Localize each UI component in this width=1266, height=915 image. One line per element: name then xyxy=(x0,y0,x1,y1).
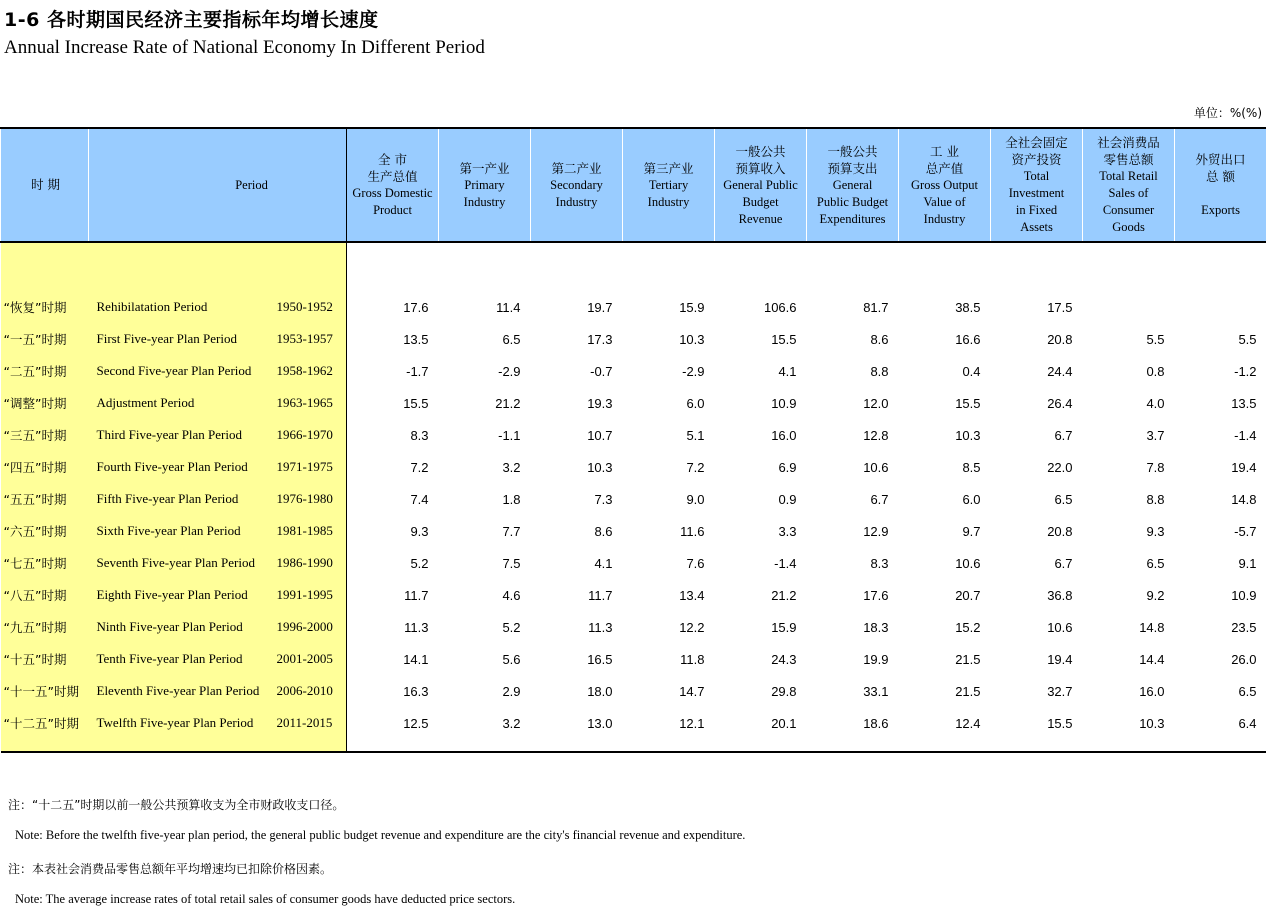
header-col-label-en: Tertiary Industry xyxy=(647,177,690,209)
value-cell: 9.0 xyxy=(686,491,705,507)
value-cell: 15.5 xyxy=(771,331,797,347)
value-cell: 10.3 xyxy=(587,459,613,475)
page-title-cn: 1-6 各时期国民经济主要指标年均增长速度 xyxy=(4,9,379,31)
spacer-cell xyxy=(991,259,1083,291)
value-cell: 0.8 xyxy=(1146,363,1165,379)
value-cell: 20.8 xyxy=(1047,331,1073,347)
spacer-cell xyxy=(991,739,1083,752)
value-cell: 23.5 xyxy=(1231,619,1257,635)
spacer-cell xyxy=(899,259,991,291)
period-name-cn: “十一五”时期 xyxy=(1,675,89,707)
page-title-en: Annual Increase Rate of National Economy In Different Period xyxy=(4,37,485,58)
value-cell: 9.1 xyxy=(1238,555,1257,571)
period-name-en: Ninth Five-year Plan Period xyxy=(89,611,275,643)
period-name-en: Tenth Five-year Plan Period xyxy=(89,643,275,675)
value-cell: 13.0 xyxy=(587,715,613,731)
period-name-cn: “恢复”时期 xyxy=(1,291,89,323)
header-col-label-en: Secondary Industry xyxy=(550,177,603,209)
table-row xyxy=(1,515,1266,547)
spacer-cell xyxy=(439,259,531,291)
value-cell: 38.5 xyxy=(955,299,981,315)
spacer-cell xyxy=(623,739,715,752)
indicator-table xyxy=(0,127,1266,753)
period-name-en: Seventh Five-year Plan Period xyxy=(89,547,275,579)
value-cell: -2.9 xyxy=(498,363,521,379)
header-col-label-en: Exports xyxy=(1201,203,1240,217)
value-cell: 11.3 xyxy=(588,619,613,635)
spacer-cell xyxy=(715,259,807,291)
period-name-en: Eleventh Five-year Plan Period xyxy=(89,675,275,707)
value-cell: 10.6 xyxy=(1047,619,1073,635)
value-cell: 19.4 xyxy=(1231,459,1257,475)
period-years: 2011-2015 xyxy=(275,707,347,739)
value-cell: 24.3 xyxy=(771,651,797,667)
value-cell: 21.5 xyxy=(955,683,981,699)
value-cell: 12.1 xyxy=(679,715,705,731)
value-cell: 24.4 xyxy=(1047,363,1073,379)
value-cell: 11.8 xyxy=(680,651,705,667)
value-cell: 20.8 xyxy=(1047,523,1073,539)
footnote-2-cn: 注：本表社会消费品零售总额年平均增速均已扣除价格因素。 xyxy=(8,862,333,876)
table-row xyxy=(1,579,1266,611)
period-years: 1971-1975 xyxy=(275,451,347,483)
header-col-budget-expenditure xyxy=(807,128,899,242)
value-cell: 10.6 xyxy=(863,459,889,475)
value-cell: 8.5 xyxy=(962,459,981,475)
header-col-label-cn: 工 业 总产值 xyxy=(925,143,964,176)
value-cell: 11.7 xyxy=(588,587,613,603)
spacer-cell xyxy=(899,739,991,752)
value-cell: 7.2 xyxy=(410,459,429,475)
period-years: 1953-1957 xyxy=(275,323,347,355)
header-col-label-en: Total Investment in Fixed Assets xyxy=(1008,169,1065,234)
table-row xyxy=(1,675,1266,707)
spacer-cell xyxy=(531,259,623,291)
value-cell: 7.7 xyxy=(502,523,521,539)
period-name-cn: “七五”时期 xyxy=(1,547,89,579)
value-cell: 5.6 xyxy=(502,651,521,667)
value-cell: 6.0 xyxy=(686,395,705,411)
value-cell: 3.3 xyxy=(778,523,797,539)
value-cell: 17.6 xyxy=(863,587,889,603)
header-col-label-en: Gross Output Value of Industry xyxy=(911,177,979,226)
value-cell: -1.2 xyxy=(1234,363,1257,379)
spacer-cell xyxy=(1083,259,1175,291)
indicator-table-container xyxy=(0,127,1266,753)
value-cell: 4.0 xyxy=(1146,395,1165,411)
period-years: 1966-1970 xyxy=(275,419,347,451)
period-name-en: Adjustment Period xyxy=(89,387,275,419)
value-cell: 9.3 xyxy=(410,523,429,539)
period-name-en: Twelfth Five-year Plan Period xyxy=(89,707,275,739)
period-years: 1991-1995 xyxy=(275,579,347,611)
value-cell xyxy=(1083,291,1175,323)
spacer-cell xyxy=(89,242,275,259)
spacer-cell xyxy=(1,259,89,291)
value-cell: 6.0 xyxy=(962,491,981,507)
value-cell: 21.2 xyxy=(771,587,797,603)
period-name-cn: “四五”时期 xyxy=(1,451,89,483)
spacer-cell xyxy=(1083,242,1175,259)
value-cell: -1.4 xyxy=(1234,427,1257,443)
value-cell: 22.0 xyxy=(1047,459,1073,475)
value-cell: -0.7 xyxy=(590,363,613,379)
period-name-cn: “一五”时期 xyxy=(1,323,89,355)
unit-label: 单位：%(%) xyxy=(1193,106,1262,120)
spacer-cell xyxy=(347,259,439,291)
spacer-cell xyxy=(1,739,89,752)
header-col-budget-revenue xyxy=(715,128,807,242)
value-cell: 26.0 xyxy=(1231,651,1257,667)
value-cell: 16.0 xyxy=(771,427,797,443)
header-period-cn: 时 期 xyxy=(1,128,89,242)
value-cell: 14.1 xyxy=(403,651,429,667)
spacer-row xyxy=(1,259,1266,291)
value-cell: 18.3 xyxy=(863,619,889,635)
spacer-cell xyxy=(623,259,715,291)
value-cell: 6.7 xyxy=(870,491,889,507)
spacer-cell xyxy=(623,242,715,259)
value-cell: 12.9 xyxy=(863,523,889,539)
value-cell: 15.5 xyxy=(955,395,981,411)
spacer-cell xyxy=(89,259,275,291)
value-cell: 6.5 xyxy=(1238,683,1257,699)
table-row xyxy=(1,451,1266,483)
value-cell: 5.2 xyxy=(410,555,429,571)
spacer-cell xyxy=(347,242,439,259)
header-col-gdp xyxy=(347,128,439,242)
period-name-cn: “十二五”时期 xyxy=(1,707,89,739)
spacer-cell xyxy=(439,242,531,259)
value-cell: 7.8 xyxy=(1146,459,1165,475)
spacer-cell xyxy=(1083,739,1175,752)
period-years: 1976-1980 xyxy=(275,483,347,515)
value-cell: 13.4 xyxy=(679,587,705,603)
period-name-cn: “八五”时期 xyxy=(1,579,89,611)
period-name-en: Fourth Five-year Plan Period xyxy=(89,451,275,483)
value-cell: -2.9 xyxy=(682,363,705,379)
spacer-cell xyxy=(439,739,531,752)
spacer-cell xyxy=(531,242,623,259)
value-cell: 5.2 xyxy=(502,619,521,635)
header-col-label-cn: 第一产业 xyxy=(459,160,510,176)
value-cell: 81.7 xyxy=(863,299,889,315)
period-name-cn: “十五”时期 xyxy=(1,643,89,675)
value-cell: 29.8 xyxy=(771,683,797,699)
value-cell: 6.9 xyxy=(778,459,797,475)
period-name-cn: “五五”时期 xyxy=(1,483,89,515)
value-cell: 6.4 xyxy=(1238,715,1257,731)
period-name-cn: “六五”时期 xyxy=(1,515,89,547)
value-cell: 17.5 xyxy=(1047,299,1073,315)
value-cell: 7.4 xyxy=(410,491,429,507)
value-cell: 8.8 xyxy=(1146,491,1165,507)
value-cell: 11.3 xyxy=(404,619,429,635)
value-cell: 11.6 xyxy=(680,523,705,539)
value-cell: 13.5 xyxy=(403,331,429,347)
header-col-label-cn: 第二产业 xyxy=(551,160,602,176)
value-cell: 19.9 xyxy=(863,651,889,667)
value-cell: 13.5 xyxy=(1231,395,1257,411)
value-cell: 4.1 xyxy=(594,555,613,571)
table-row xyxy=(1,547,1266,579)
value-cell: 7.3 xyxy=(594,491,613,507)
period-years: 2001-2005 xyxy=(275,643,347,675)
period-name-en: Eighth Five-year Plan Period xyxy=(89,579,275,611)
value-cell xyxy=(1175,291,1266,323)
period-years: 1981-1985 xyxy=(275,515,347,547)
header-period-en: Period xyxy=(89,128,347,242)
value-cell: -1.1 xyxy=(498,427,521,443)
period-name-cn: “三五”时期 xyxy=(1,419,89,451)
header-col-label-en: Total Retail Sales of Consumer Goods xyxy=(1099,169,1158,234)
value-cell: 7.6 xyxy=(686,555,705,571)
value-cell: 5.5 xyxy=(1146,331,1165,347)
spacer-cell xyxy=(991,242,1083,259)
value-cell: 17.6 xyxy=(403,299,429,315)
spacer-cell xyxy=(275,739,347,752)
value-cell: 19.4 xyxy=(1047,651,1073,667)
value-cell: 12.4 xyxy=(955,715,981,731)
value-cell: 6.5 xyxy=(502,331,521,347)
value-cell: 6.7 xyxy=(1054,555,1073,571)
period-name-en: Fifth Five-year Plan Period xyxy=(89,483,275,515)
value-cell: 5.5 xyxy=(1238,331,1257,347)
value-cell: 20.7 xyxy=(955,587,981,603)
value-cell: 3.2 xyxy=(502,715,521,731)
spacer-row xyxy=(1,739,1266,752)
period-name-en: Second Five-year Plan Period xyxy=(89,355,275,387)
header-col-fixed-investment xyxy=(991,128,1083,242)
header-col-label-cn: 社会消费品 零售总额 xyxy=(1097,135,1160,167)
period-name-cn: “调整”时期 xyxy=(1,387,89,419)
value-cell: 106.6 xyxy=(763,299,797,315)
value-cell: 10.7 xyxy=(587,427,613,443)
period-name-cn: “九五”时期 xyxy=(1,611,89,643)
value-cell: 6.5 xyxy=(1146,555,1165,571)
spacer-cell xyxy=(807,259,899,291)
spacer-cell xyxy=(1,242,89,259)
value-cell: 18.6 xyxy=(863,715,889,731)
table-row xyxy=(1,611,1266,643)
value-cell: 0.9 xyxy=(778,491,797,507)
header-row xyxy=(1,128,1266,242)
spacer-cell xyxy=(807,739,899,752)
table-row xyxy=(1,707,1266,739)
header-col-label-en: Gross Domestic Product xyxy=(352,186,433,217)
table-row xyxy=(1,387,1266,419)
header-col-primary xyxy=(439,128,531,242)
value-cell: 0.4 xyxy=(962,363,981,379)
table-row xyxy=(1,483,1266,515)
header-col-label-cn: 全 市 生产总值 xyxy=(367,152,418,184)
period-years: 1950-1952 xyxy=(275,291,347,323)
value-cell: 14.8 xyxy=(1231,491,1257,507)
period-years: 1958-1962 xyxy=(275,355,347,387)
value-cell: 12.5 xyxy=(403,715,429,731)
value-cell: 11.4 xyxy=(496,299,521,315)
table-row xyxy=(1,291,1266,323)
value-cell: 1.8 xyxy=(502,491,521,507)
value-cell: 12.0 xyxy=(863,395,889,411)
value-cell: 15.9 xyxy=(679,299,705,315)
header-col-industry-output xyxy=(899,128,991,242)
value-cell: 21.5 xyxy=(955,651,981,667)
value-cell: 10.3 xyxy=(1139,715,1165,731)
table-row xyxy=(1,323,1266,355)
spacer-cell xyxy=(1175,242,1266,259)
value-cell: 15.5 xyxy=(403,395,429,411)
footnote-1-cn: 注：“十二五”时期以前一般公共预算收支为全市财政收支口径。 xyxy=(8,798,345,812)
header-col-label-cn: 一般公共 预算收入 xyxy=(735,143,786,176)
value-cell: 2.9 xyxy=(502,683,521,699)
value-cell: 7.5 xyxy=(502,555,521,571)
value-cell: 8.3 xyxy=(870,555,889,571)
spacer-cell xyxy=(715,242,807,259)
value-cell: 18.0 xyxy=(587,683,613,699)
spacer-cell xyxy=(275,259,347,291)
value-cell: 5.1 xyxy=(686,427,705,443)
spacer-cell xyxy=(347,739,439,752)
spacer-cell xyxy=(1175,739,1266,752)
value-cell: 17.3 xyxy=(587,331,613,347)
period-name-en: First Five-year Plan Period xyxy=(89,323,275,355)
table-body xyxy=(1,242,1266,752)
value-cell: 15.5 xyxy=(1047,715,1073,731)
header-col-exports xyxy=(1175,128,1266,242)
value-cell: 8.3 xyxy=(410,427,429,443)
header-col-label-en: General Public Budget Expenditures xyxy=(816,177,889,226)
value-cell: -5.7 xyxy=(1234,523,1257,539)
table-row xyxy=(1,419,1266,451)
value-cell: 14.8 xyxy=(1139,619,1165,635)
value-cell: 16.6 xyxy=(955,331,981,347)
period-years: 1963-1965 xyxy=(275,387,347,419)
value-cell: 21.2 xyxy=(495,395,521,411)
spacer-cell xyxy=(715,739,807,752)
header-col-secondary xyxy=(531,128,623,242)
value-cell: 4.1 xyxy=(778,363,797,379)
value-cell: 15.2 xyxy=(955,619,981,635)
spacer-cell xyxy=(899,242,991,259)
value-cell: -1.7 xyxy=(406,363,429,379)
value-cell: 36.8 xyxy=(1047,587,1073,603)
value-cell: 8.6 xyxy=(594,523,613,539)
header-col-retail-sales xyxy=(1083,128,1175,242)
header-col-label-cn: 第三产业 xyxy=(643,160,694,176)
header-col-tertiary xyxy=(623,128,715,242)
value-cell: 33.1 xyxy=(863,683,889,699)
value-cell: 12.8 xyxy=(863,427,889,443)
period-name-en: Sixth Five-year Plan Period xyxy=(89,515,275,547)
value-cell: 10.3 xyxy=(955,427,981,443)
value-cell: 11.7 xyxy=(404,587,429,603)
value-cell: 6.7 xyxy=(1054,427,1073,443)
value-cell: 26.4 xyxy=(1047,395,1073,411)
value-cell: 32.7 xyxy=(1047,683,1073,699)
table-row xyxy=(1,355,1266,387)
value-cell: 16.3 xyxy=(403,683,429,699)
value-cell: 7.2 xyxy=(686,459,705,475)
header-col-label-cn: 全社会固定 资产投资 xyxy=(1005,135,1068,167)
value-cell: 16.0 xyxy=(1139,683,1165,699)
value-cell: 19.3 xyxy=(587,395,613,411)
period-years: 1986-1990 xyxy=(275,547,347,579)
value-cell: 9.7 xyxy=(962,523,981,539)
spacer-cell xyxy=(89,739,275,752)
period-name-en: Rehibilatation Period xyxy=(89,291,275,323)
value-cell: 12.2 xyxy=(679,619,705,635)
value-cell: 14.4 xyxy=(1139,651,1165,667)
value-cell: 10.3 xyxy=(679,331,705,347)
table-row xyxy=(1,643,1266,675)
value-cell: 14.7 xyxy=(679,683,705,699)
spacer-cell xyxy=(807,242,899,259)
value-cell: 3.7 xyxy=(1146,427,1165,443)
spacer-cell xyxy=(1175,259,1266,291)
value-cell: 6.5 xyxy=(1054,491,1073,507)
footnote-1-en: Note: Before the twelfth five-year plan period, the general public budget revenue and expenditure are the city's financial revenue and expenditure. xyxy=(15,828,746,842)
value-cell: 15.9 xyxy=(771,619,797,635)
header-col-label-en: Primary Industry xyxy=(463,177,506,209)
header-col-label-en: General Public Budget Revenue xyxy=(723,177,798,226)
period-years: 2006-2010 xyxy=(275,675,347,707)
period-name-cn: “二五”时期 xyxy=(1,355,89,387)
value-cell: 10.9 xyxy=(1231,587,1257,603)
value-cell: 10.9 xyxy=(771,395,797,411)
spacer-row xyxy=(1,242,1266,259)
header-col-label-cn: 外贸出口 总 额 xyxy=(1195,152,1246,184)
value-cell: -1.4 xyxy=(774,555,797,571)
value-cell: 10.6 xyxy=(955,555,981,571)
value-cell: 19.7 xyxy=(587,299,613,315)
value-cell: 20.1 xyxy=(771,715,797,731)
spacer-cell xyxy=(531,739,623,752)
period-name-en: Third Five-year Plan Period xyxy=(89,419,275,451)
period-years: 1996-2000 xyxy=(275,611,347,643)
value-cell: 3.2 xyxy=(502,459,521,475)
value-cell: 8.6 xyxy=(870,331,889,347)
value-cell: 4.6 xyxy=(502,587,521,603)
value-cell: 8.8 xyxy=(870,363,889,379)
spacer-cell xyxy=(275,242,347,259)
value-cell: 9.3 xyxy=(1146,523,1165,539)
value-cell: 16.5 xyxy=(587,651,613,667)
value-cell: 9.2 xyxy=(1146,587,1165,603)
footnote-2-en: Note: The average increase rates of total retail sales of consumer goods have deducted price sectors. xyxy=(15,892,516,906)
header-col-label-cn: 一般公共 预算支出 xyxy=(827,143,878,176)
